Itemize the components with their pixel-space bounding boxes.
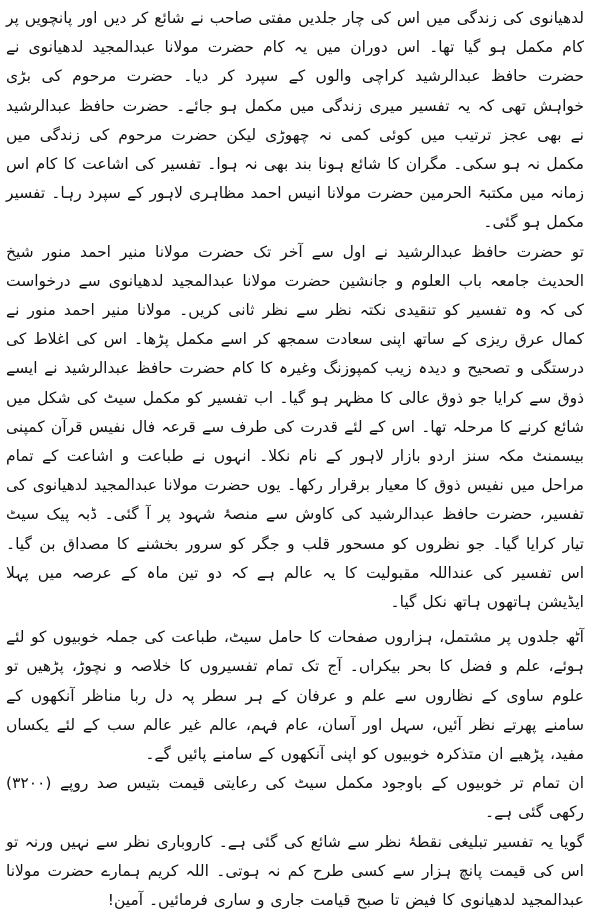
paragraph-3: آٹھ جلدوں پر مشتمل، ہزاروں صفحات کا حامل سیٹ، طباعت کی جملہ خوبیوں کو لئے ہوئے، علم و فضل کا بحر بیکراں۔ آج تک تمام تفسیروں کا خلاصہ و نچوڑ، پڑھیں تو علوم ساوی کے نظاروں سے علم و عرفان کے ہر سطر پہ دل ربا مناظر آنکھوں کے سامنے پھرتے نظر آئیں، سہل اور آسان، عام فہم، عالم غیر عالم سب کے لئے یکساں مفید، پڑھیے ان متذکرہ خوبیوں کو اپنی آنکھوں کے سامنے پائیں گے۔ [6, 628, 584, 764]
paragraph-4: ان تمام تر خوبیوں کے باوجود مکمل سیٹ کی رعایتی قیمت بتیس صد روپے (۳۲۰۰) رکھی گئی ہے۔ [6, 774, 584, 822]
paragraph-1: لدھیانوی کی زندگی میں اس کی چار جلدیں مفتی صاحب نے شائع کر دیں اور پانچویں پر کام مکمل ہو گیا تھا۔ اس دوران میں یہ کام حضرت مولانا عبدالمجید لدھیانوی نے حضرت حافظ عبدالرشید کراچی والوں کے سپرد کر دیا۔ حضرت مرحوم کی بڑی خواہش تھی کہ یہ تفسیر میری زندگی میں مکمل ہو جائے۔ حضرت حافظ عبدالرشید نے بھی عجز ترتیب میں کوئی کمی نہ چھوڑی لیکن حضرت مرحوم کی زندگی میں مکمل نہ ہو سکی۔ مگران کا شائع ہونا بند بھی نہ ہوا۔ تفسیر کی اشاعت کا کام اس زمانہ میں مکتبۃ الحرمین حضرت مولانا انیس احمد مظاہری لاہور کے سپرد رہا۔ تفسیر مکمل ہو گئی۔ [6, 9, 584, 232]
document-page [6, 4, 584, 916]
paragraph-5: گویا یہ تفسیر تبلیغی نقطۂ نظر سے شائع کی گئی ہے۔ کاروباری نظر سے نہیں ورنہ تو اس کی قیمت پانچ ہزار سے کسی طرح کم نہ ہوتی۔ اللہ کریم ہمارے حضرت مولانا عبدالمجید لدھیانوی کا فیض تا صبح قیامت جاری و ساری فرمائیں۔ آمین! [6, 832, 584, 910]
paragraph-2: تو حضرت حافظ عبدالرشید نے اول سے آخر تک حضرت مولانا منیر احمد منور شیخ الحدیث جامعہ باب العلوم و جانشین حضرت مولانا عبدالمجید لدھیانوی سے درخواست کی کہ وہ تفسیر کو تنقیدی نکتہ نظر سے نظر ثانی کریں۔ مولانا منیر احمد منور نے کمال عرق ریزی کے ساتھ اپنی سعادت سمجھ کر اسے مکمل پڑھا۔ اس کی اغلاط کی درستگی و تصحیح و دیدہ زیب کمپوزنگ وغیرہ کا کام حضرت حافظ عبدالرشید نے ایسے ذوق سے کرایا جو ذوق عالی کا مظہر ہو گیا۔ اب تفسیر کو مکمل سیٹ کی شکل میں شائع کرنے کا مرحلہ تھا۔ اس کے لئے قدرت کی طرف سے قرعہ فال نفیس قرآن کمپنی بیسمنٹ مکہ سنز اردو بازار لاہور کے نام نکلا۔ انہوں نے طباعت و اشاعت کے تمام مراحل میں نفیس ذوق کا معیار برقرار رکھا۔ یوں حضرت مولانا عبدالمجید لدھیانوی کی تفسیر، حضرت حافظ عبدالرشید کی کاوش سے منصۂ شہود پر آ گئی۔ ڈبہ پیک سیٹ تیار کرایا گیا۔ جو نظروں کو مسحور قلب و جگر کو سرور بخشنے کا مصداق بن گیا۔ اس تفسیر کی عنداللہ مقبولیت کا یہ عالم ہے کہ دو تین ماہ کے عرصہ میں پہلا ایڈیشن ہاتھوں ہاتھ نکل گیا۔ [6, 242, 584, 612]
